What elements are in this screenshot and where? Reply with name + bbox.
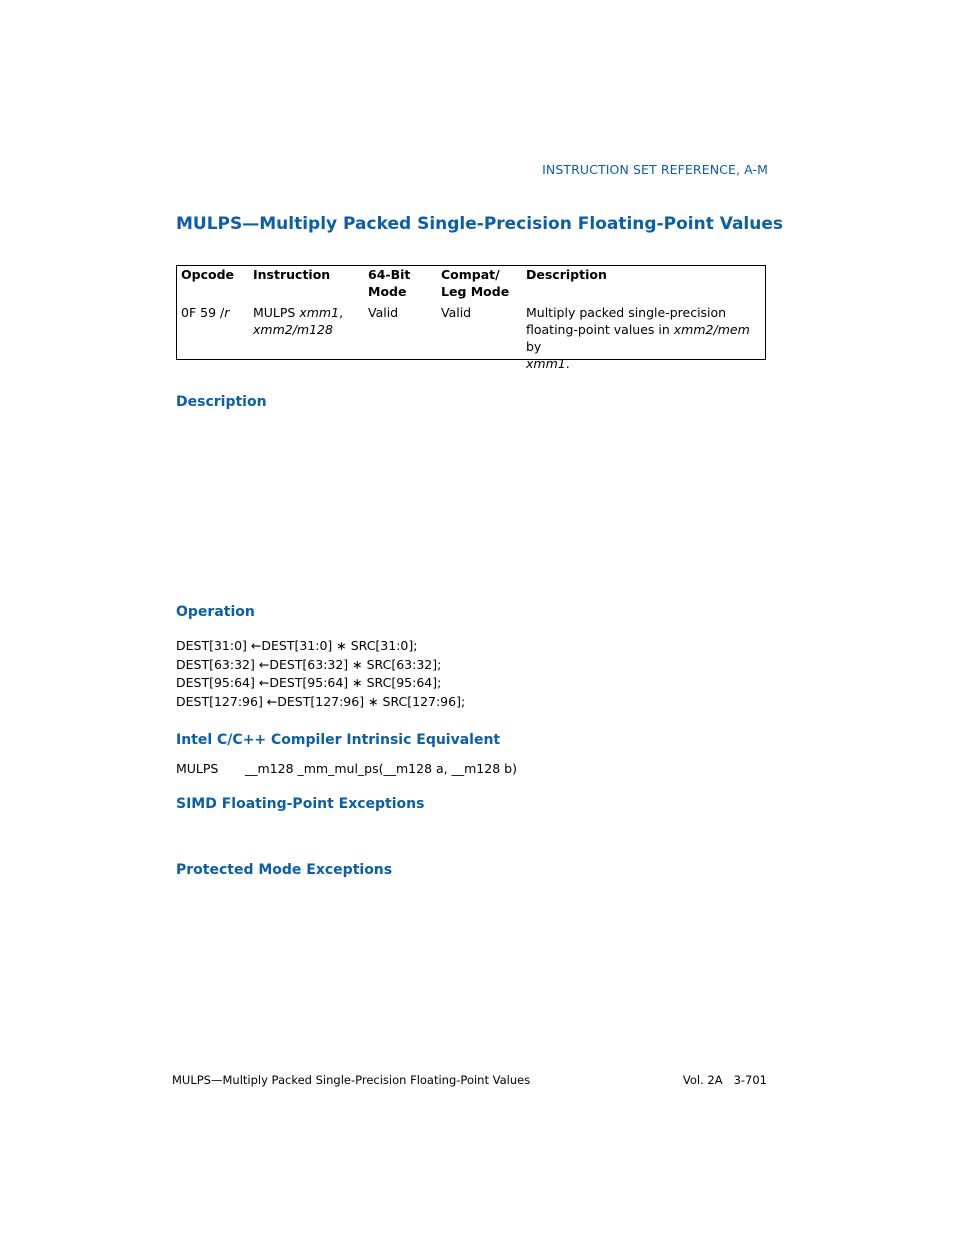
- section-heading-protected-mode: Protected Mode Exceptions: [176, 862, 393, 878]
- cell-64bit-mode: Valid: [368, 305, 399, 320]
- instruction-line1: [253, 304, 363, 321]
- desc-line2-plain: floating-point values in: [526, 322, 674, 337]
- header-64bit-line1: 64-Bit: [368, 267, 411, 282]
- operation-line: DEST[127:96] ←DEST[127:96] ∗ SRC[127:96];: [176, 693, 466, 709]
- header-compat-line1: Compat/: [441, 267, 500, 282]
- instruction-line2: [253, 321, 363, 338]
- operation-line: DEST[63:32] ←DEST[63:32] ∗ SRC[63:32];: [176, 656, 442, 672]
- instr-op2: xmm2/m128: [253, 322, 333, 337]
- desc-line3-italic: xmm1: [526, 356, 566, 371]
- operation-block: [176, 637, 465, 711]
- header-opcode: Opcode: [181, 267, 234, 282]
- header-compat-line2: Leg Mode: [441, 284, 510, 299]
- desc-line3-tail: .: [565, 356, 570, 371]
- footer-title: MULPS—Multiply Packed Single-Precision Floating-Point Values: [172, 1073, 531, 1087]
- header-description: Description: [526, 267, 607, 282]
- running-head: INSTRUCTION SET REFERENCE, A-M: [542, 162, 768, 177]
- opcode-table: [176, 265, 766, 371]
- opcode-plain: 0F 59 /: [181, 305, 225, 320]
- operation-line: DEST[95:64] ←DEST[95:64] ∗ SRC[95:64];: [176, 675, 442, 691]
- opcode-italic: r: [224, 305, 230, 320]
- desc-line1: Multiply packed single-precision: [526, 305, 727, 320]
- cell-compat-mode: Valid: [441, 305, 472, 320]
- instr-op1: xmm1: [299, 305, 340, 320]
- footer-page-number: Vol. 2A 3-701: [682, 1073, 767, 1087]
- instr-comma: ,: [339, 305, 344, 320]
- section-heading-operation: Operation: [176, 604, 255, 620]
- operation-line: DEST[31:0] ←DEST[31:0] ∗ SRC[31:0];: [176, 638, 418, 653]
- intrinsic-mnemonic: MULPS: [176, 761, 219, 776]
- desc-line2-tail: by: [526, 339, 542, 354]
- intrinsic-signature: __m128 _mm_mul_ps(__m128 a, __m128 b): [245, 761, 517, 776]
- header-64bit-line2: Mode: [368, 284, 407, 299]
- cell-description: [526, 304, 762, 372]
- page-title: MULPS—Multiply Packed Single-Precision Floating-Point Values: [176, 214, 784, 234]
- section-heading-simd-exceptions: SIMD Floating-Point Exceptions: [176, 796, 425, 812]
- cell-instruction: [253, 304, 363, 338]
- cell-opcode: [181, 304, 229, 321]
- desc-line2-italic: xmm2/mem: [673, 322, 750, 337]
- section-heading-intrinsic: Intel C/C++ Compiler Intrinsic Equivalent: [176, 732, 501, 748]
- header-compat-mode: [441, 266, 521, 300]
- desc-line3: [526, 355, 762, 372]
- desc-line2: [526, 321, 762, 355]
- header-64bit-mode: [368, 266, 438, 300]
- header-instruction: Instruction: [253, 267, 331, 282]
- instr-plain: MULPS: [253, 305, 300, 320]
- section-heading-description: Description: [176, 394, 267, 410]
